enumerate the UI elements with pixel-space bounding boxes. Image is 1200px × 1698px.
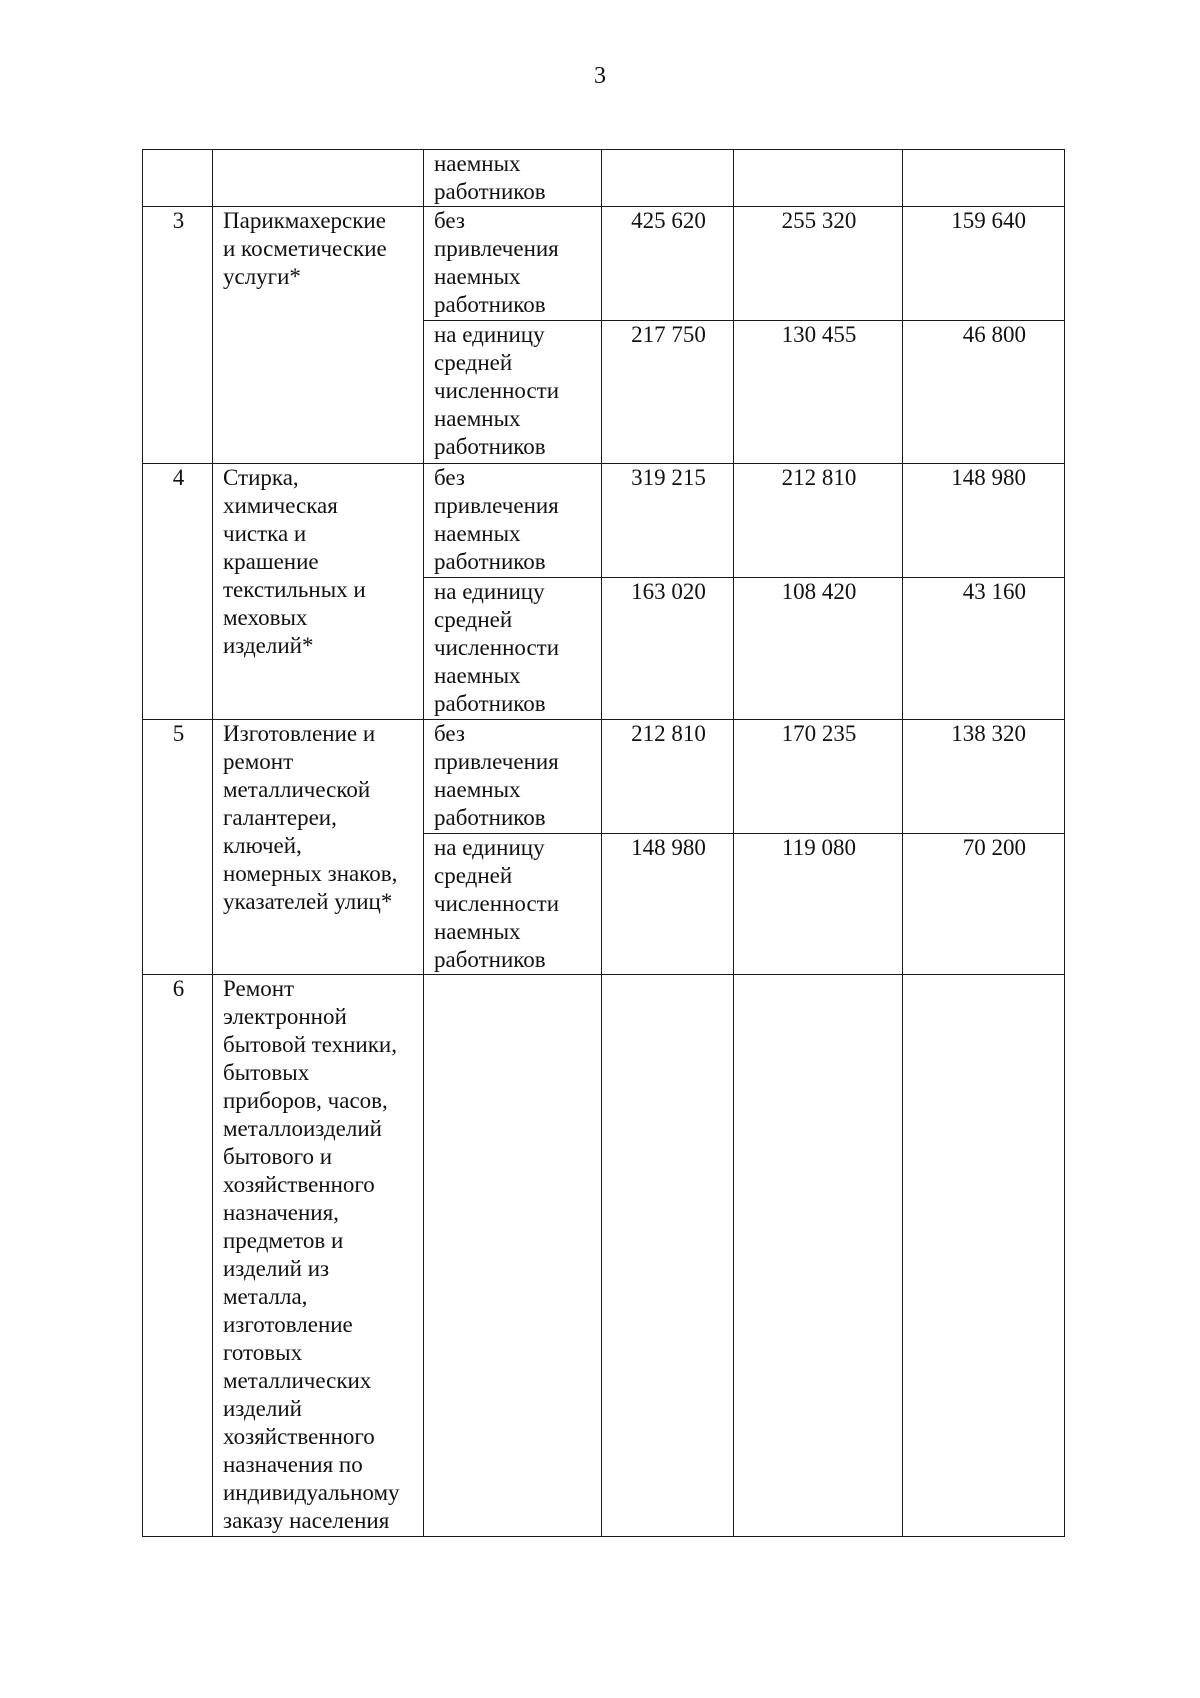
row-number-cell: 6: [143, 975, 213, 1537]
value-cell: 319 215: [602, 464, 734, 578]
table-row: [143, 464, 1065, 578]
table-row: [143, 207, 1065, 321]
value-cell: 255 320: [734, 207, 903, 321]
value-cell: 108 420: [734, 578, 903, 720]
table-row: [143, 975, 1065, 1537]
value-cell: [734, 150, 903, 207]
activity-cell: Парикмахерские и косметические услуги*: [213, 207, 424, 464]
value-cell: 425 620: [602, 207, 734, 321]
value-cell: 130 455: [734, 321, 903, 464]
value-cell: 70 200: [903, 834, 1065, 975]
value-cell: 46 800: [903, 321, 1065, 464]
mode-cell: без привлечения наемных работников: [424, 720, 602, 834]
value-cell: 212 810: [734, 464, 903, 578]
rates-table: [142, 149, 1065, 1537]
mode-cell: на единицу средней численности наемных работников: [424, 834, 602, 975]
value-cell: 138 320: [903, 720, 1065, 834]
mode-cell: [424, 975, 602, 1537]
page-number: 3: [594, 63, 606, 89]
row-number-cell: 5: [143, 720, 213, 975]
value-cell: 170 235: [734, 720, 903, 834]
table-row: [143, 720, 1065, 834]
mode-cell: на единицу средней численности наемных работников: [424, 321, 602, 464]
mode-cell: наемных работников: [424, 150, 602, 207]
activity-cell: [213, 150, 424, 207]
activity-cell: Стирка, химическая чистка и крашение текстильных и меховых изделий*: [213, 464, 424, 720]
value-cell: [903, 975, 1065, 1537]
value-cell: 212 810: [602, 720, 734, 834]
value-cell: [602, 150, 734, 207]
row-number-cell: 3: [143, 207, 213, 464]
activity-cell: Изготовление и ремонт металлической галантереи, ключей, номерных знаков, указателей улиц*: [213, 720, 424, 975]
value-cell: [734, 975, 903, 1537]
table-row-continued: [143, 150, 1065, 207]
mode-cell: без привлечения наемных работников: [424, 207, 602, 321]
value-cell: [903, 150, 1065, 207]
value-cell: 159 640: [903, 207, 1065, 321]
value-cell: 163 020: [602, 578, 734, 720]
value-cell: 43 160: [903, 578, 1065, 720]
value-cell: 148 980: [602, 834, 734, 975]
value-cell: [602, 975, 734, 1537]
value-cell: 148 980: [903, 464, 1065, 578]
row-number-cell: [143, 150, 213, 207]
activity-cell: Ремонт электронной бытовой техники, бытовых приборов, часов, металлоизделий бытового и хозяйственного назначения, предметов и изделий из металла, изготовление готовых металлических изделий хозяйственного назначения по индивидуальному заказу населения: [213, 975, 424, 1537]
value-cell: 217 750: [602, 321, 734, 464]
row-number-cell: 4: [143, 464, 213, 720]
value-cell: 119 080: [734, 834, 903, 975]
mode-cell: на единицу средней численности наемных работников: [424, 578, 602, 720]
mode-cell: без привлечения наемных работников: [424, 464, 602, 578]
